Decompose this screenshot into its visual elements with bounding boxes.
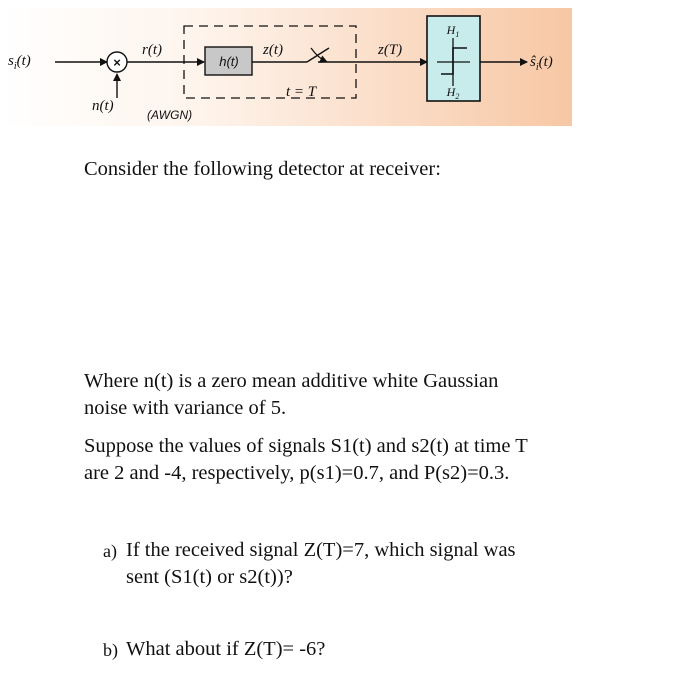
signal-values-line2: are 2 and -4, respectively, p(s1)=0.7, and P(s2)=0.3.	[84, 462, 510, 484]
question-a-label: a)	[103, 541, 117, 561]
noise-description-line1: Where n(t) is a zero mean additive white Gaussian	[84, 370, 499, 392]
received-signal-label: r(t)	[142, 42, 162, 58]
question-b-label: b)	[103, 640, 118, 660]
diagram-background	[0, 8, 572, 126]
filter-label: h(t)	[219, 54, 239, 69]
noise-type-label: (AWGN)	[147, 108, 193, 122]
sampled-value-label: z(T)	[378, 42, 403, 58]
hypothesis-h1-label: $H_1$	[446, 23, 460, 39]
sample-time-label: t = T	[286, 84, 317, 100]
input-signal-label: $s_i(t)$	[8, 53, 31, 72]
multiplier-symbol: ×	[113, 55, 121, 70]
detector-block-diagram	[0, 0, 700, 135]
output-signal-label: $ŝ_i(t)$	[530, 54, 553, 73]
question-a-line2: sent (S1(t) or s2(t))?	[126, 566, 293, 588]
question-a-line1: If the received signal Z(T)=7, which signal was	[126, 539, 516, 561]
question-b-text: What about if Z(T)= -6?	[126, 638, 326, 660]
filter-output-label: z(t)	[263, 42, 283, 58]
noise-label: n(t)	[92, 98, 114, 114]
signal-values-line1: Suppose the values of signals S1(t) and s2(t) at time T	[84, 435, 528, 457]
noise-description-line2: noise with variance of 5.	[84, 397, 287, 419]
hypothesis-h2-label: $H_2$	[446, 85, 460, 101]
intro-text: Consider the following detector at receiver:	[84, 158, 441, 180]
